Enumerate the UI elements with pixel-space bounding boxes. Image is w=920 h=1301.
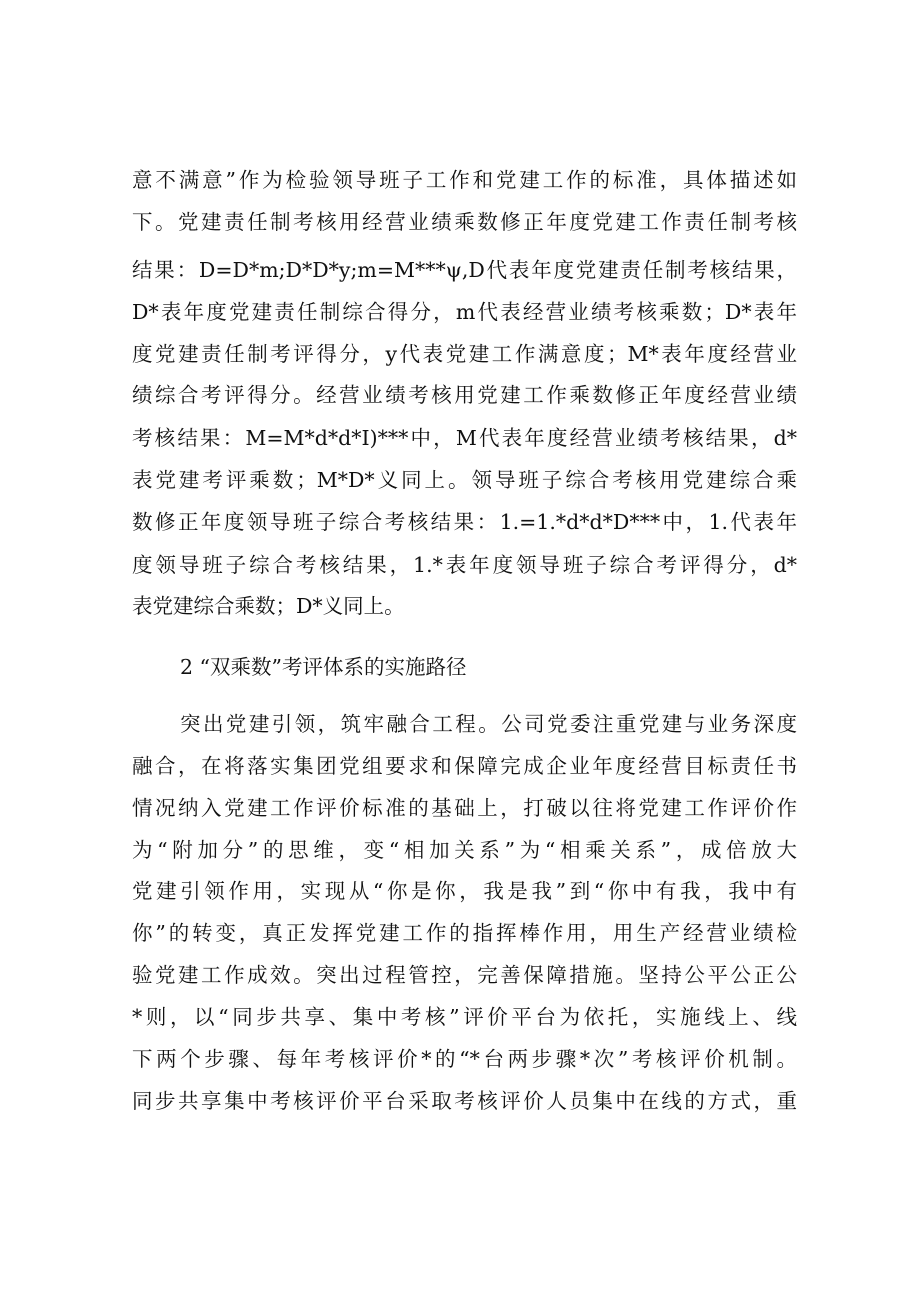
paragraph-line: 度党建责任制考评得分，y代表党建工作满意度；M*表年度经营业 (132, 342, 797, 366)
paragraph-line: 下。党建责任制考核用经营业绩乘数修正年度党建工作责任制考核 (132, 210, 797, 234)
paragraph-line: 融合，在将落实集团党组要求和保障完成企业年度经营目标责任书 (132, 754, 797, 778)
paragraph-line: 意不满意”作为检验领导班子工作和党建工作的标准，具体描述如 (132, 168, 797, 192)
paragraph-line: 考核结果：M=M*d*d*I)***中，M代表年度经营业绩考核结果，d* (132, 426, 797, 450)
paragraph-line: 绩综合考评得分。经营业绩考核用党建工作乘数修正年度经营业绩 (132, 383, 797, 407)
paragraph-line: 表党建综合乘数；D*义同上。 (132, 594, 405, 618)
paragraph-line: 结果：D=D*m;D*D*y;m=M***ψ,D代表年度党建责任制考核结果， (132, 258, 797, 282)
section-heading: 2 “双乘数”考评体系的实施路径 (180, 655, 467, 679)
paragraph-line: 下两个步骤、每年考核评价*的“*台两步骤*次”考核评价机制。 (132, 1047, 797, 1071)
paragraph-line: 同步共享集中考核评价平台采取考核评价人员集中在线的方式，重 (132, 1089, 797, 1113)
paragraph-line: 度领导班子综合考核结果，1.*表年度领导班子综合考评得分，d* (132, 553, 797, 577)
paragraph-line: 表党建考评乘数；M*D*义同上。领导班子综合考核用党建综合乘 (132, 468, 797, 492)
paragraph-line: D*表年度党建责任制综合得分，m代表经营业绩考核乘数；D*表年 (132, 300, 797, 324)
paragraph-line: 你”的转变，真正发挥党建工作的指挥棒作用，用生产经营业绩检 (132, 921, 797, 945)
paragraph-line: 情况纳入党建工作评价标准的基础上，打破以往将党建工作评价作 (132, 796, 797, 820)
paragraph-line: 数修正年度领导班子综合考核结果：1.=1.*d*d*D***中，1.代表年 (132, 510, 797, 534)
paragraph-line: 验党建工作成效。突出过程管控，完善保障措施。坚持公平公正公 (132, 963, 797, 987)
paragraph-line: *则，以“同步共享、集中考核”评价平台为依托，实施线上、线 (132, 1005, 797, 1029)
paragraph-line: 突出党建引领，筑牢融合工程。公司党委注重党建与业务深度 (180, 712, 797, 736)
paragraph-line: 为“附加分”的思维，变“相加关系”为“相乘关系”，成倍放大 (132, 838, 797, 862)
paragraph-line: 党建引领作用，实现从“你是你，我是我”到“你中有我，我中有 (132, 879, 797, 903)
